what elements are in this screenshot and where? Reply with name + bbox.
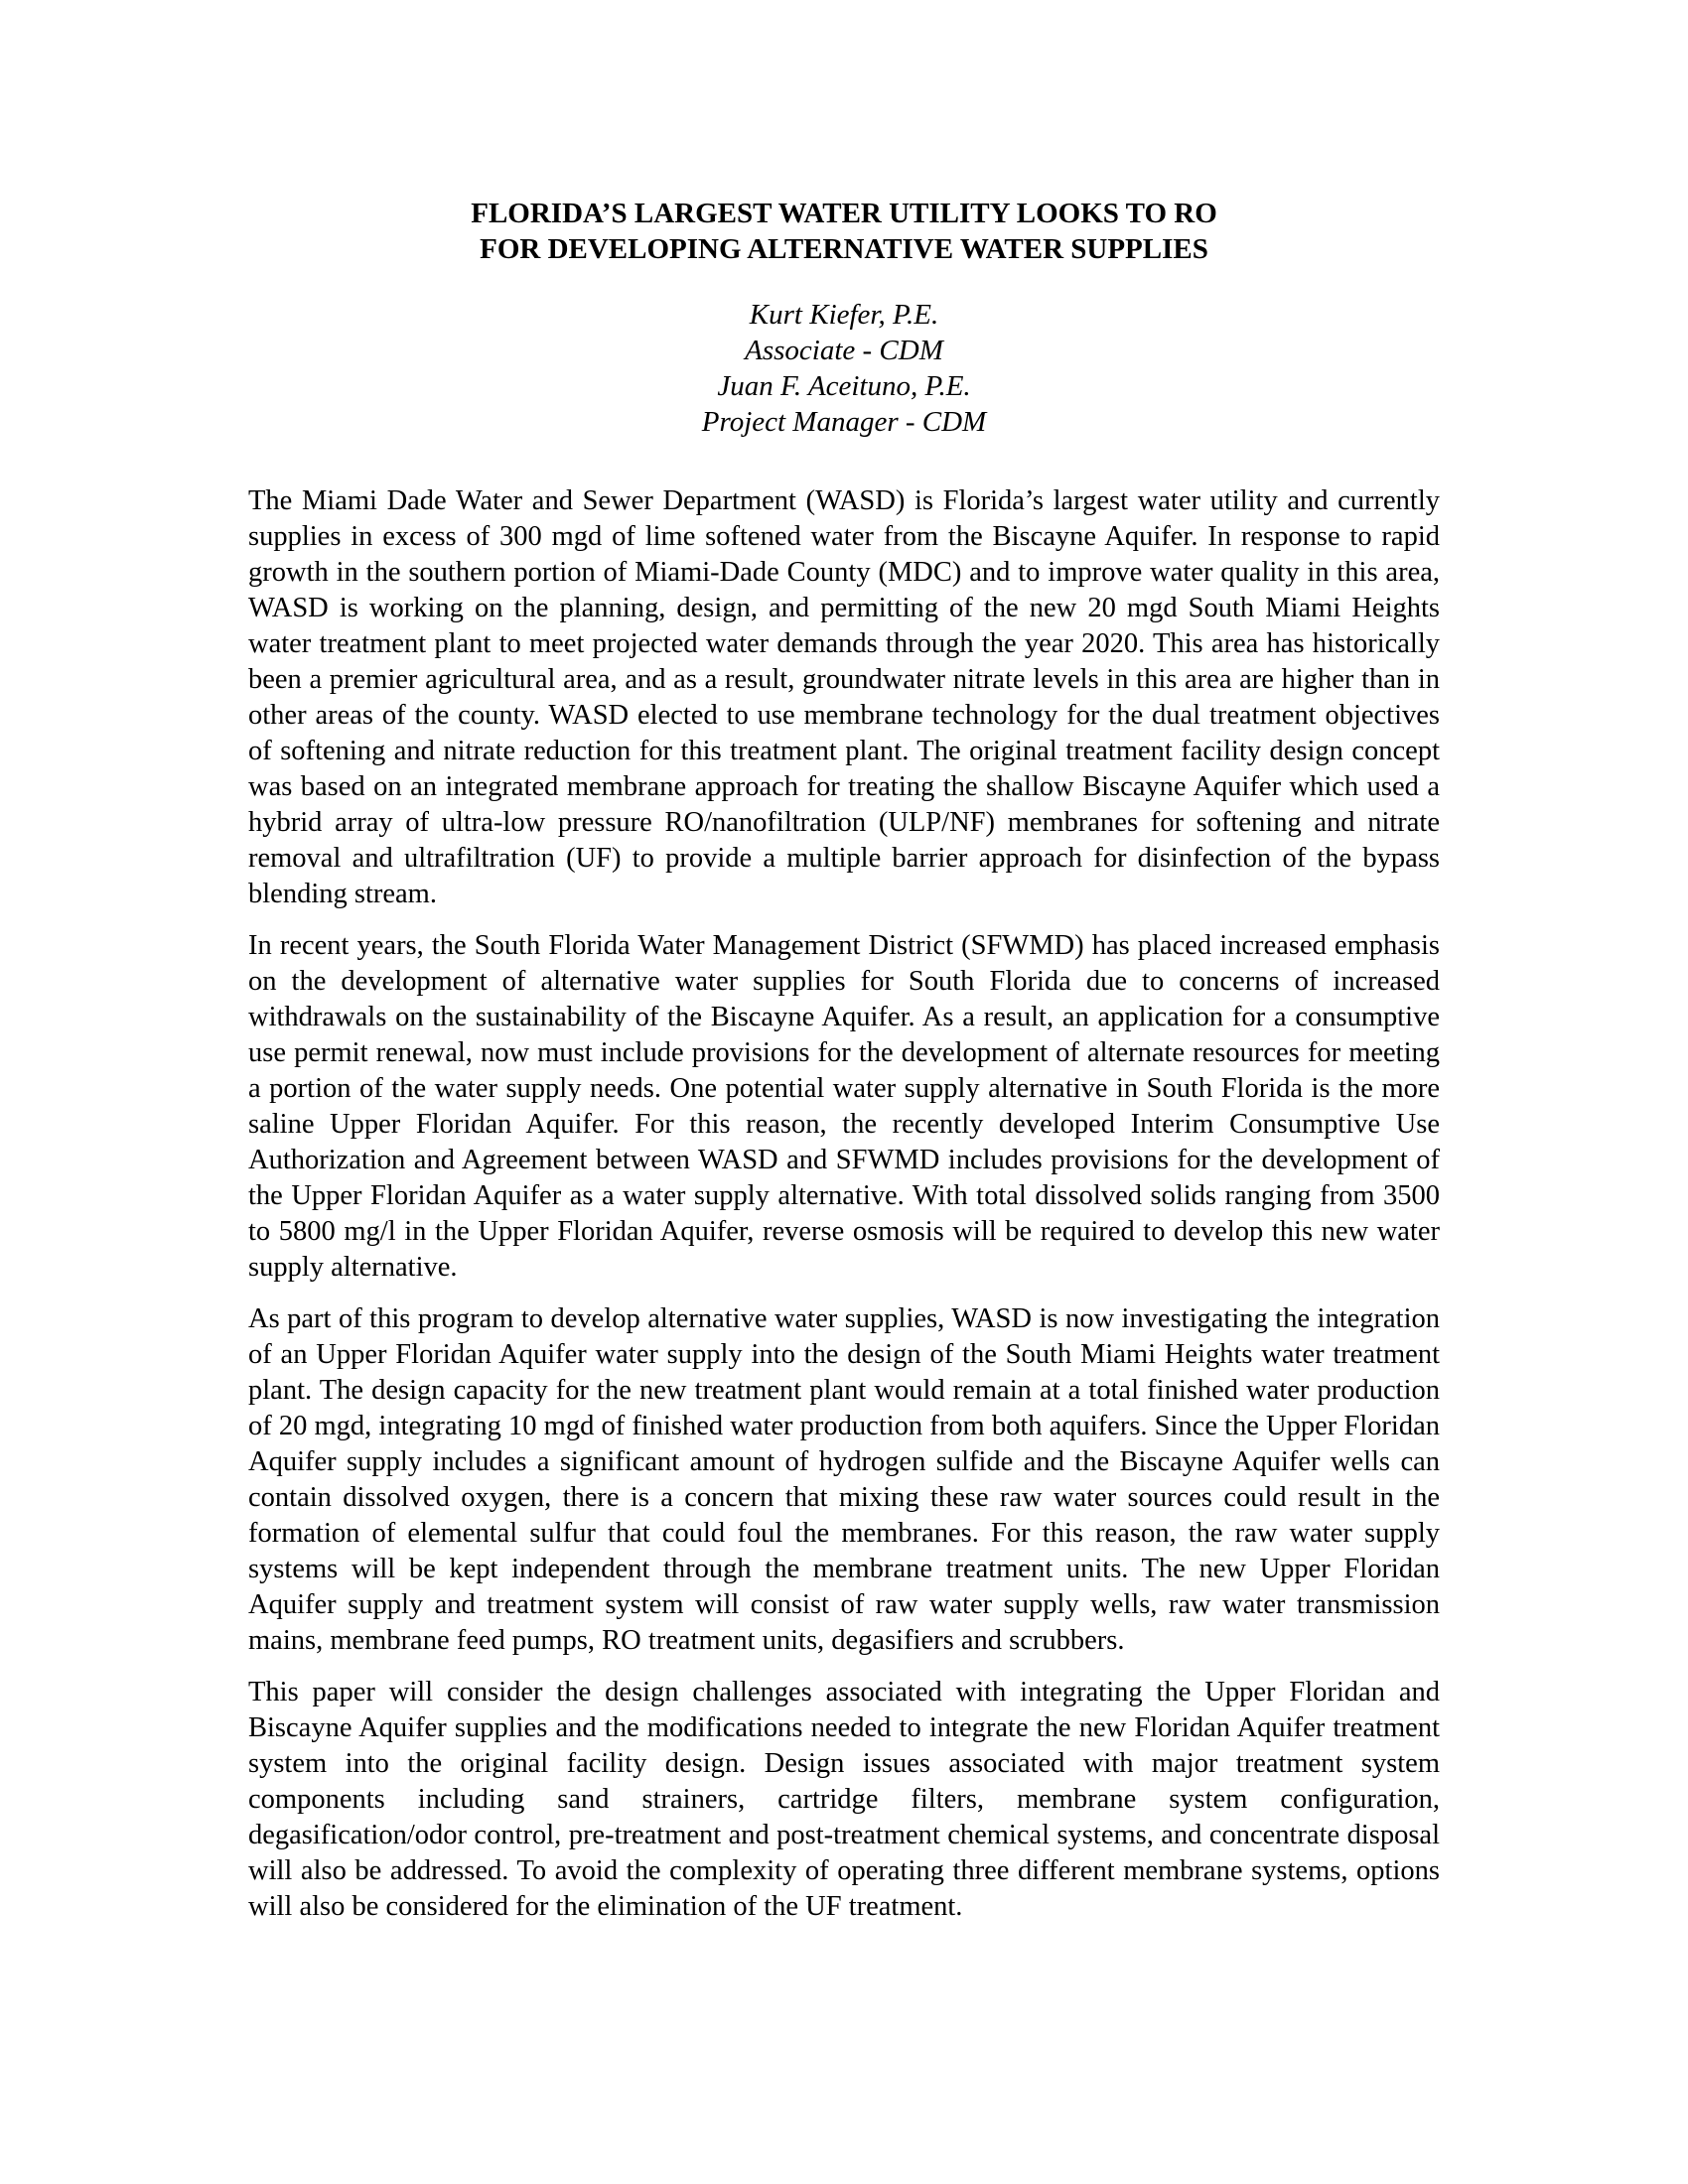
paper-title (248, 196, 1440, 267)
paper-body (248, 483, 1440, 1925)
paper-title-line-1: FLORIDA’S LARGEST WATER UTILITY LOOKS TO RO (471, 198, 1217, 229)
author-name-1: Kurt Kiefer, P.E. (749, 299, 939, 331)
paper-title-line-2: FOR DEVELOPING ALTERNATIVE WATER SUPPLIES (480, 233, 1208, 265)
paragraph-2: In recent years, the South Florida Water Management District (SFWMD) has placed increased emphasis on the development of alternative water supplies for South Florida due to concerns of increased withdrawals on the sustainability of the Biscayne Aquifer. As a result, an application for a consumptive use permit renewal, now must include provisions for the development of alternate resources for meeting a portion of the water supply needs. One potential water supply alternative in South Florida is the more saline Upper Floridan Aquifer. For this reason, the recently developed Interim Consumptive Use Authorization and Agreement between WASD and SFWMD includes provisions for the development of the Upper Floridan Aquifer as a water supply alternative. With total dissolved solids ranging from 3500 to 5800 mg/l in the Upper Floridan Aquifer, reverse osmosis will be required to develop this new water supply alternative. (248, 930, 1440, 1283)
paragraph-4: This paper will consider the design challenges associated with integrating the Upper Floridan and Biscayne Aquifer supplies and the modifications needed to integrate the new Floridan Aquifer treatment system into the original facility design. Design issues associated with major treatment system components including sand strainers, cartridge filters, membrane system configuration, degasification/odor control, pre-treatment and post-treatment chemical systems, and concentrate disposal will also be addressed. To avoid the complexity of operating three different membrane systems, options will also be considered for the elimination of the UF treatment. (248, 1677, 1440, 1922)
author-title-1: Associate - CDM (745, 335, 943, 366)
author-title-2: Project Manager - CDM (701, 406, 987, 438)
author-block (248, 297, 1440, 440)
paragraph-3: As part of this program to develop alternative water supplies, WASD is now investigating the integration of an Upper Floridan Aquifer water supply into the design of the South Miami Heights water treatment plant. The design capacity for the new treatment plant would remain at a total finished water production of 20 mgd, integrating 10 mgd of finished water production from both aquifers. Since the Upper Floridan Aquifer supply includes a significant amount of hydrogen sulfide and the Biscayne Aquifer wells can contain dissolved oxygen, there is a concern that mixing these raw water sources could result in the formation of elemental sulfur that could foul the membranes. For this reason, the raw water supply systems will be kept independent through the membrane treatment units. The new Upper Floridan Aquifer supply and treatment system will consist of raw water supply wells, raw water transmission mains, membrane feed pumps, RO treatment units, degasifiers and scrubbers. (248, 1303, 1440, 1656)
paragraph-1: The Miami Dade Water and Sewer Department (WASD) is Florida’s largest water utility and currently supplies in excess of 300 mgd of lime softened water from the Biscayne Aquifer. In response to rapid growth in the southern portion of Miami-Dade County (MDC) and to improve water quality in this area, WASD is working on the planning, design, and permitting of the new 20 mgd South Miami Heights water treatment plant to meet projected water demands through the year 2020. This area has historically been a premier agricultural area, and as a result, groundwater nitrate levels in this area are higher than in other areas of the county. WASD elected to use membrane technology for the dual treatment objectives of softening and nitrate reduction for this treatment plant. The original treatment facility design concept was based on an integrated membrane approach for treating the shallow Biscayne Aquifer which used a hybrid array of ultra-low pressure RO/nanofiltration (ULP/NF) membranes for softening and nitrate removal and ultrafiltration (UF) to provide a multiple barrier approach for disinfection of the bypass blending stream. (248, 485, 1440, 909)
author-name-2: Juan F. Aceituno, P.E. (717, 370, 971, 402)
